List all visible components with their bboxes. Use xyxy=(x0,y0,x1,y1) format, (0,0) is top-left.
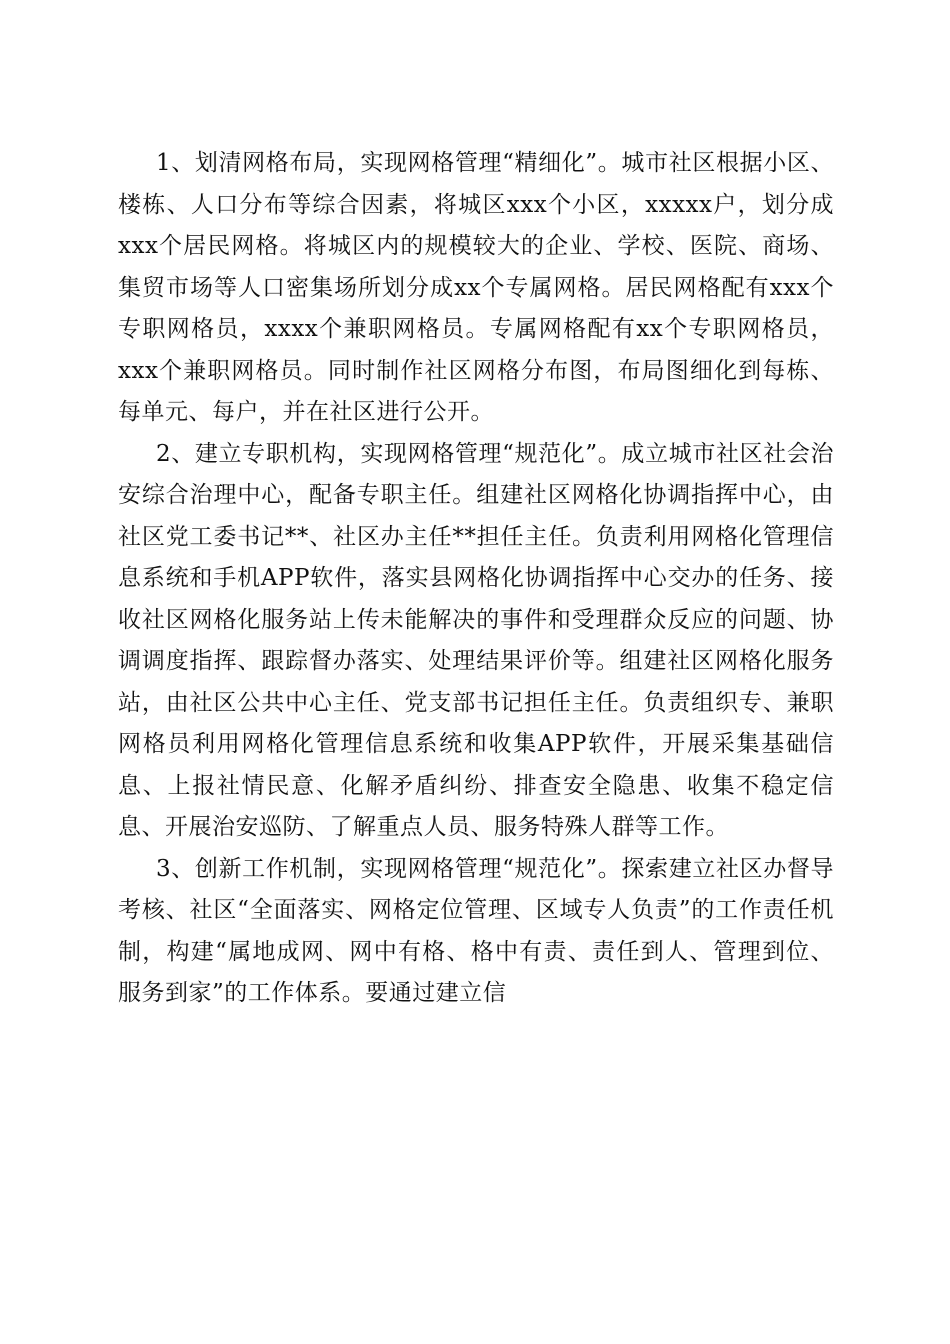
paragraph-grid-layout: 1、划清网格布局，实现网格管理“精细化”。城市社区根据小区、楼栋、人口分布等综合因素，将城区xxx个小区，xxxxx户，划分成xxx个居民网格。将城区内的规模较大的企业、学校、医院、商场、集贸市场等人口密集场所划分成xx个专属网格。居民网格配有xxx个专职网格员，xxxx个兼职网格员。专属网格配有xx个专职网格员，xxx个兼职网格员。同时制作社区网格分布图，布局图细化到每栋、每单元、每户，并在社区进行公开。 xyxy=(118,150,834,425)
paragraph-work-mechanism: 3、创新工作机制，实现网格管理“规范化”。探索建立社区办督导考核、社区“全面落实、网格定位管理、区域专人负责”的工作责任机制，构建“属地成网、网中有格、格中有责、责任到人、管理到位、服务到家”的工作体系。要通过建立信 xyxy=(118,855,834,1006)
paragraph-dedicated-agency: 2、建立专职机构，实现网格管理“规范化”。成立城市社区社会治安综合治理中心，配备专职主任。组建社区网格化协调指挥中心，由社区党工委书记**、社区办主任**担任主任。负责利用网格化管理信息系统和手机APP软件，落实县网格化协调指挥中心交办的任务、接收社区网格化服务站上传未能解决的事件和受理群众反应的问题、协调调度指挥、跟踪督办落实、处理结果评价等。组建社区网格化服务站，由社区公共中心主任、党支部书记担任主任。负责组织专、兼职网格员利用网格化管理信息系统和收集APP软件，开展采集基础信息、上报社情民意、化解矛盾纠纷、排查安全隐患、收集不稳定信息、开展治安巡防、了解重点人员、服务特殊人群等工作。 xyxy=(118,440,834,840)
document-body xyxy=(118,143,834,1015)
